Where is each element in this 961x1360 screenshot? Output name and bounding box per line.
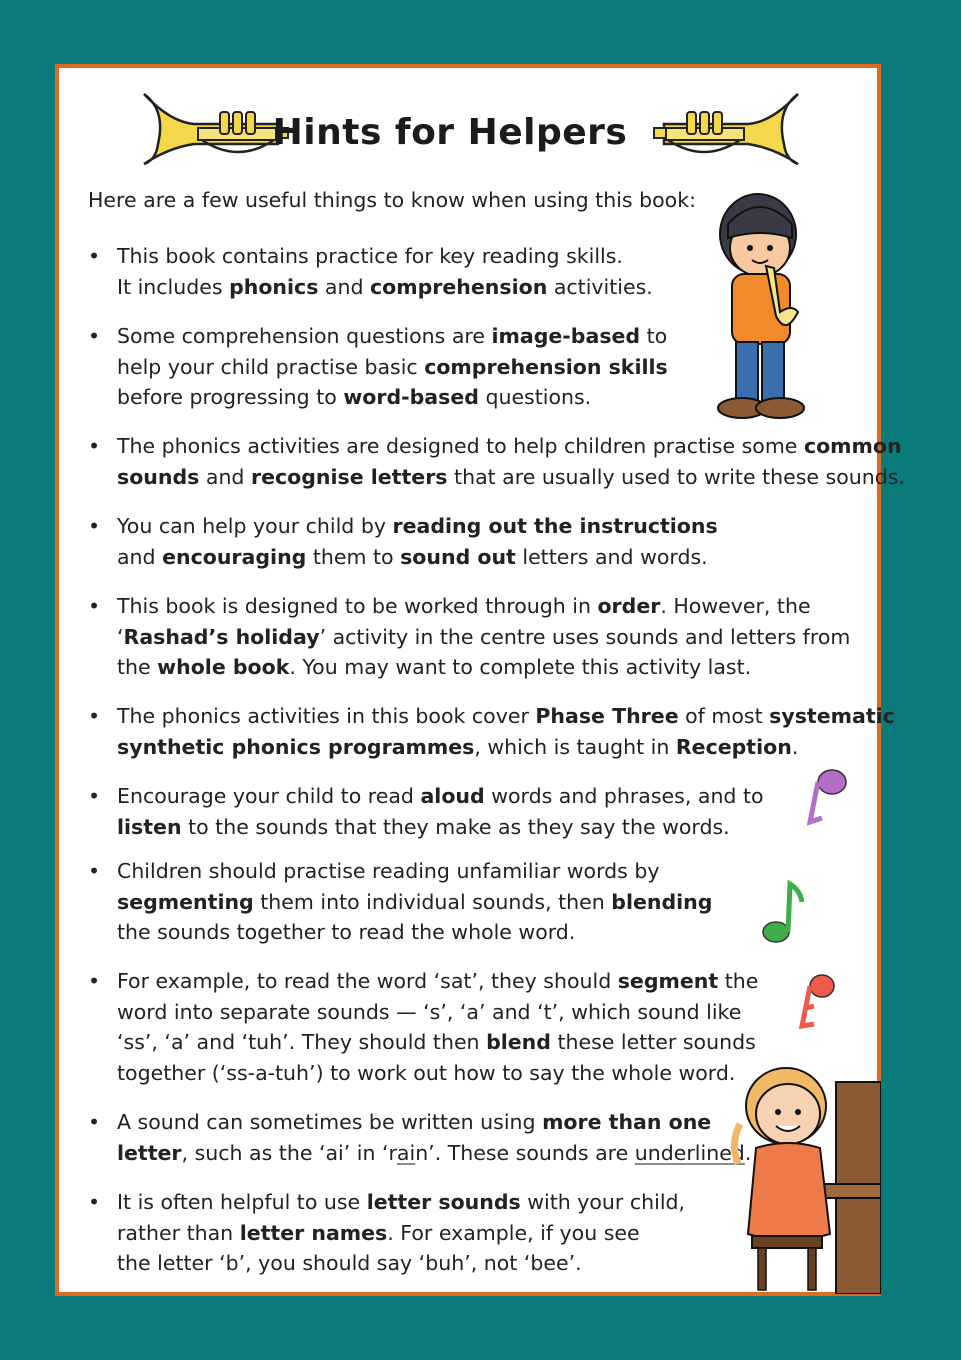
list-item-text xyxy=(117,966,758,1088)
text-run: The phonics activities are designed to help children practise some xyxy=(117,434,804,458)
text-run: n’. These sounds are xyxy=(415,1140,635,1165)
trumpet-right-icon xyxy=(652,88,804,168)
text-run: For example, to read the word ‘sat’, they should xyxy=(117,969,618,993)
bold-text: common xyxy=(803,434,902,458)
text-run: Some comprehension questions are xyxy=(117,324,492,348)
bold-text: phonics xyxy=(229,274,319,299)
text-run: rather than xyxy=(117,1220,240,1245)
list-item-text xyxy=(117,511,718,572)
boy-with-trumpet-illustration xyxy=(706,186,816,422)
text-line xyxy=(117,382,668,413)
text-line xyxy=(117,812,764,843)
bold-text: letter sounds xyxy=(366,1190,521,1214)
text-run: and xyxy=(117,544,163,569)
bullet-marker: • xyxy=(88,244,101,268)
text-run: words and phrases, and to xyxy=(484,784,764,808)
list-item-text xyxy=(117,591,850,683)
bold-text: word-based xyxy=(343,385,479,409)
text-line xyxy=(117,917,712,948)
text-run: the sounds together to read the whole word. xyxy=(117,920,576,944)
bold-text: reading out the instructions xyxy=(392,514,718,538)
text-run: You can help your child by xyxy=(117,514,393,538)
bold-text: listen xyxy=(117,814,182,839)
text-run: to the sounds that they make as they say the words. xyxy=(181,814,730,839)
page-title: Hints for Helpers xyxy=(272,112,628,153)
bold-text: sounds xyxy=(117,464,200,489)
text-line xyxy=(117,1187,685,1218)
bullet-marker: • xyxy=(88,784,101,808)
text-run: The phonics activities in this book cover xyxy=(117,704,536,728)
bold-text: letter names xyxy=(239,1220,388,1245)
bullet-marker: • xyxy=(88,324,101,348)
text-run: Children should practise reading unfamiliar words by xyxy=(117,859,660,883)
list-item-text xyxy=(117,431,905,492)
text-line xyxy=(117,1107,751,1138)
bullet-marker: • xyxy=(88,704,101,728)
text-run: the letter ‘b’, you should say ‘buh’, not ‘bee’. xyxy=(117,1251,582,1275)
bullet-marker: • xyxy=(88,1190,101,1214)
text-line xyxy=(117,542,718,573)
underlined-text: underlined xyxy=(634,1140,745,1165)
bold-text: systematic xyxy=(769,704,895,728)
intro-text: Here are a few useful things to know when using this book: xyxy=(88,188,696,212)
text-run: activities. xyxy=(547,274,653,299)
text-line xyxy=(117,701,895,732)
text-line xyxy=(117,431,905,462)
text-run: them into individual sounds, then xyxy=(253,889,612,914)
text-line xyxy=(117,352,668,383)
text-line xyxy=(117,1058,758,1089)
bold-text: blending xyxy=(611,889,713,914)
bold-text: blend xyxy=(486,1030,551,1054)
music-note-green-icon xyxy=(760,878,808,946)
text-line xyxy=(117,1218,685,1249)
text-run: of most xyxy=(678,704,770,728)
text-run: . However, the xyxy=(660,594,811,618)
text-run: the xyxy=(718,969,759,993)
bold-text: encouraging xyxy=(162,544,307,569)
text-line xyxy=(117,462,905,493)
bold-text: comprehension xyxy=(370,274,548,299)
bold-text: segment xyxy=(617,969,719,993)
bold-text: recognise letters xyxy=(250,464,448,489)
bold-text: aloud xyxy=(420,784,485,808)
list-item-text xyxy=(117,241,653,302)
list-item-text xyxy=(117,1107,751,1168)
text-line xyxy=(117,622,850,653)
text-run: that are usually used to write these sounds. xyxy=(447,464,905,489)
text-line xyxy=(117,781,764,812)
list-item-text xyxy=(117,1187,685,1279)
bold-text: segmenting xyxy=(117,889,254,914)
bullet-marker: • xyxy=(88,859,101,883)
music-note-purple-icon xyxy=(802,764,850,828)
text-run: with your child, xyxy=(520,1190,686,1214)
text-line xyxy=(117,1248,685,1279)
text-run: ‘ss’, ‘a’ and ‘tuh’. They should then xyxy=(117,1030,487,1054)
bold-text: synthetic phonics programmes xyxy=(117,734,475,759)
text-run: word into separate sounds — ‘s’, ‘a’ and ‘t’, which sound like xyxy=(117,999,742,1024)
text-run: . xyxy=(791,734,799,759)
text-run: . For example, if you see xyxy=(387,1220,640,1245)
text-line xyxy=(117,511,718,542)
text-run: , such as the ‘ai’ in ‘r xyxy=(181,1140,397,1165)
text-line xyxy=(117,966,758,997)
text-run: together (‘ss-a-tuh’) to work out how to say the whole word. xyxy=(117,1060,736,1085)
text-run: It is often helpful to use xyxy=(117,1190,367,1214)
bold-text: letter xyxy=(117,1140,182,1165)
bold-text: Rashad’s holiday xyxy=(123,624,320,649)
text-run: Encourage your child to read xyxy=(117,784,421,808)
text-run: these letter sounds xyxy=(550,1030,756,1054)
text-line xyxy=(117,1027,758,1058)
bold-text: Reception xyxy=(675,734,792,759)
music-note-red-icon xyxy=(792,970,838,1032)
bold-text: Phase Three xyxy=(535,704,679,728)
text-run: them to xyxy=(306,544,401,569)
bullet-marker: • xyxy=(88,594,101,618)
list-item-text xyxy=(117,701,895,762)
bold-text: image-based xyxy=(491,324,641,348)
text-line xyxy=(117,272,653,303)
list-item-text xyxy=(117,781,764,842)
girl-at-piano-illustration xyxy=(726,1064,881,1294)
text-run: before progressing to xyxy=(117,385,344,409)
underlined-text: ai xyxy=(396,1140,416,1165)
text-run: the xyxy=(117,655,158,679)
bullet-marker: • xyxy=(88,969,101,993)
text-line xyxy=(117,591,850,622)
text-run: help your child practise basic xyxy=(117,354,425,379)
text-run: to xyxy=(640,324,668,348)
text-run: and xyxy=(199,464,251,489)
text-run: This book is designed to be worked through in xyxy=(117,594,598,618)
text-run: ’ activity in the centre uses sounds and letters from xyxy=(319,624,851,649)
text-line xyxy=(117,321,668,352)
text-line xyxy=(117,1138,751,1169)
bold-text: more than one xyxy=(542,1110,712,1134)
bold-text: order xyxy=(597,594,661,618)
bold-text: whole book xyxy=(157,655,290,679)
text-run: ‘ xyxy=(117,624,124,649)
text-line xyxy=(117,856,712,887)
text-run: questions. xyxy=(478,385,592,409)
text-run: . You may want to complete this activity last. xyxy=(289,655,752,679)
text-run: and xyxy=(318,274,371,299)
bold-text: comprehension skills xyxy=(424,354,668,379)
text-run: . xyxy=(744,1140,752,1165)
text-line xyxy=(117,887,712,918)
list-item-text xyxy=(117,321,668,413)
bold-text: sound out xyxy=(400,544,516,569)
text-run: letters and words. xyxy=(515,544,708,569)
text-line xyxy=(117,241,653,272)
list-item-text xyxy=(117,856,712,948)
text-run: It includes xyxy=(117,274,230,299)
bullet-marker: • xyxy=(88,514,101,538)
bullet-marker: • xyxy=(88,434,101,458)
text-line xyxy=(117,652,850,683)
text-line xyxy=(117,732,895,763)
text-run: This book contains practice for key reading skills. xyxy=(117,244,623,268)
text-run: A sound can sometimes be written using xyxy=(117,1110,543,1134)
bullet-marker: • xyxy=(88,1110,101,1134)
text-run: , which is taught in xyxy=(474,734,676,759)
text-line xyxy=(117,997,758,1028)
